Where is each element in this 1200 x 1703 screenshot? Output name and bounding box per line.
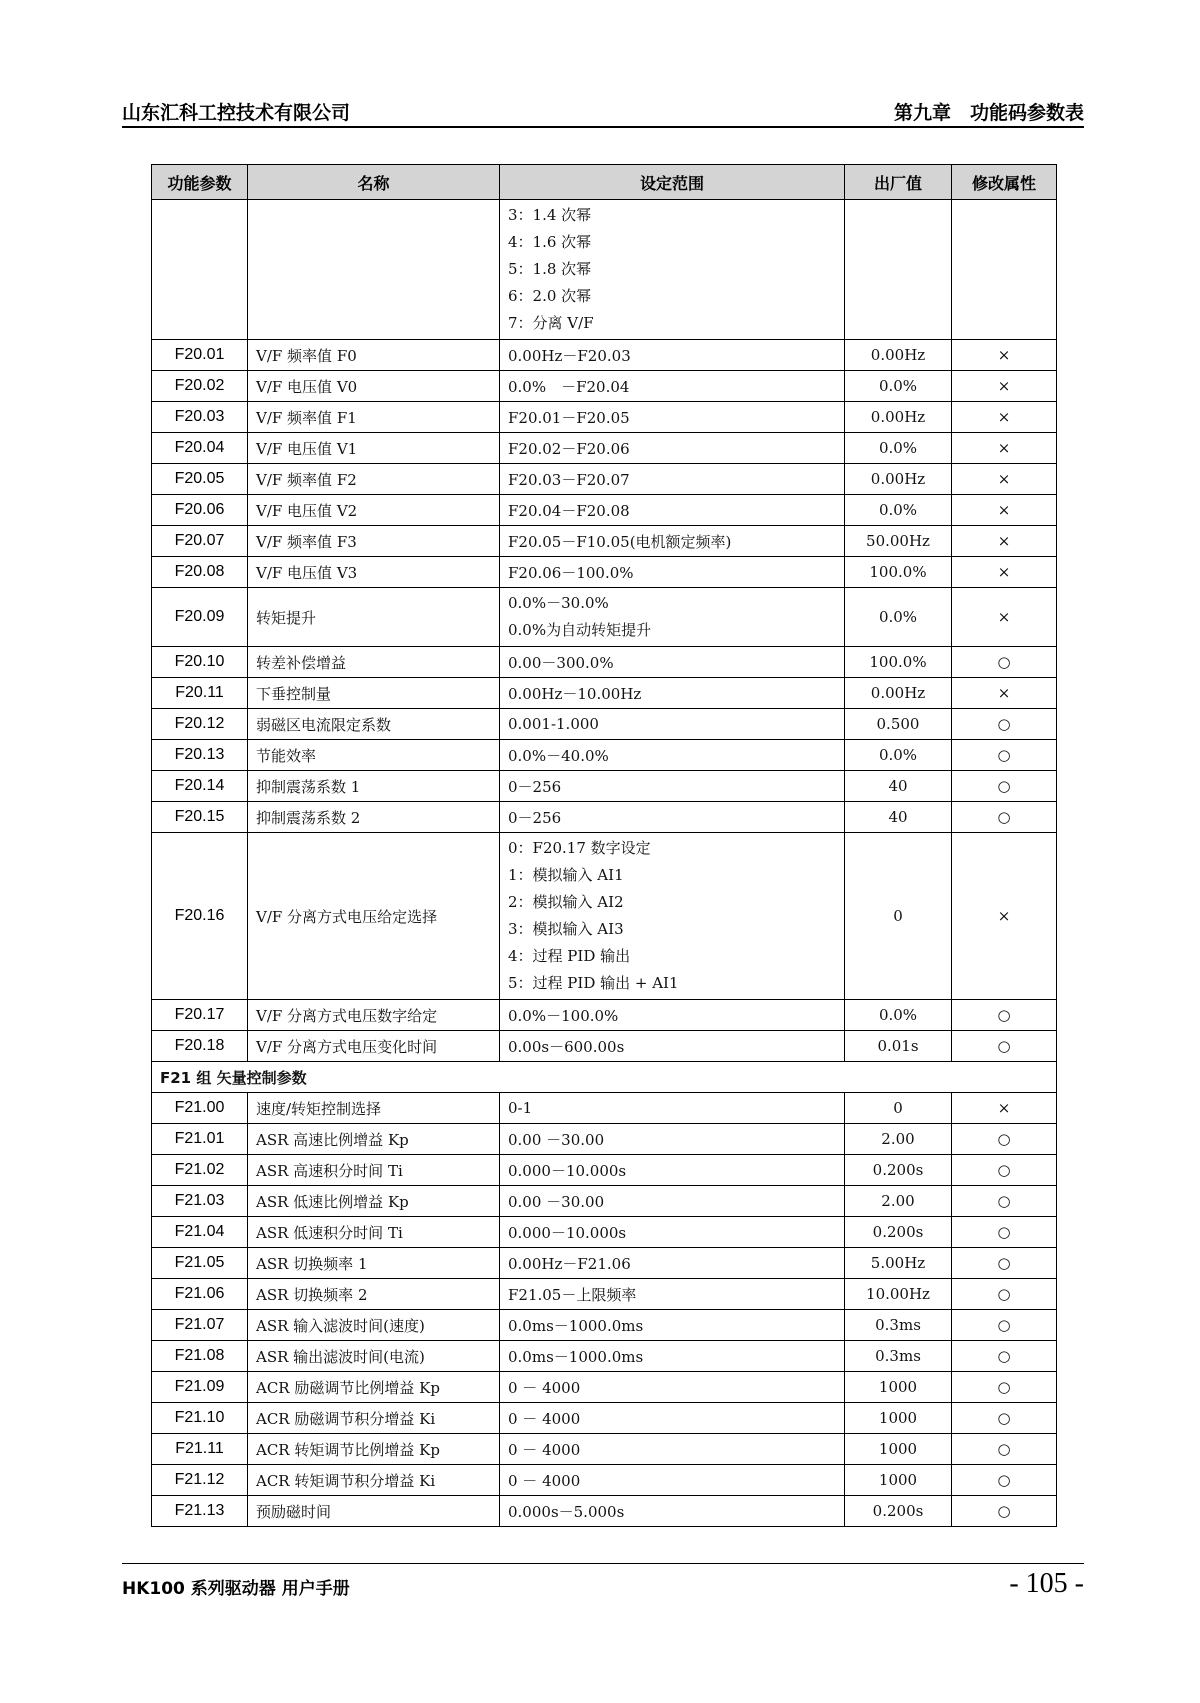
default-cell: 100.0% bbox=[845, 557, 952, 588]
code-cell: F21.11 bbox=[152, 1434, 248, 1465]
attribute-cell: × bbox=[952, 371, 1057, 402]
name-cell: ACR 转矩调节积分增益 Ki bbox=[248, 1465, 500, 1496]
header-name: 名称 bbox=[248, 165, 500, 200]
default-cell: 1000 bbox=[845, 1465, 952, 1496]
range-cell: F21.05－上限频率 bbox=[500, 1279, 845, 1310]
table-row bbox=[152, 1434, 1057, 1465]
attribute-cell: × bbox=[952, 340, 1057, 371]
default-cell: 0.200s bbox=[845, 1217, 952, 1248]
range-cell: 0.000－10.000s bbox=[500, 1155, 845, 1186]
attribute-cell: × bbox=[952, 402, 1057, 433]
name-cell: V/F 分离方式电压给定选择 bbox=[248, 833, 500, 1000]
range-cell: 0 － 4000 bbox=[500, 1372, 845, 1403]
table-row bbox=[152, 588, 1057, 647]
name-cell: ASR 切换频率 1 bbox=[248, 1248, 500, 1279]
code-cell: F20.10 bbox=[152, 647, 248, 678]
attribute-cell: ○ bbox=[952, 740, 1057, 771]
chapter-title: 第九章 功能码参数表 bbox=[893, 102, 1084, 124]
page-header bbox=[122, 92, 1084, 128]
name-cell bbox=[248, 200, 500, 340]
range-cell: F20.02－F20.06 bbox=[500, 433, 845, 464]
default-cell: 0.500 bbox=[845, 709, 952, 740]
attribute-cell: ○ bbox=[952, 1341, 1057, 1372]
default-cell: 2.00 bbox=[845, 1186, 952, 1217]
code-cell: F20.11 bbox=[152, 678, 248, 709]
attribute-cell: ○ bbox=[952, 802, 1057, 833]
company-name: 山东汇科工控技术有限公司 bbox=[122, 102, 351, 124]
code-cell: F20.18 bbox=[152, 1031, 248, 1062]
header-default: 出厂值 bbox=[845, 165, 952, 200]
code-cell: F21.12 bbox=[152, 1465, 248, 1496]
name-cell: 弱磁区电流限定系数 bbox=[248, 709, 500, 740]
range-cell: 0.0% －F20.04 bbox=[500, 371, 845, 402]
table-row bbox=[152, 771, 1057, 802]
table-body bbox=[152, 200, 1057, 1527]
range-cell: 0.00 －30.00 bbox=[500, 1124, 845, 1155]
range-cell: 0.00Hz－F20.03 bbox=[500, 340, 845, 371]
attribute-cell: × bbox=[952, 678, 1057, 709]
attribute-cell: ○ bbox=[952, 1310, 1057, 1341]
table-row bbox=[152, 402, 1057, 433]
table-row bbox=[152, 1496, 1057, 1527]
code-cell: F21.06 bbox=[152, 1279, 248, 1310]
name-cell: 抑制震荡系数 1 bbox=[248, 771, 500, 802]
attribute-cell: × bbox=[952, 464, 1057, 495]
name-cell: V/F 频率值 F2 bbox=[248, 464, 500, 495]
code-cell: F20.08 bbox=[152, 557, 248, 588]
range-cell: 0 － 4000 bbox=[500, 1403, 845, 1434]
range-cell: 0.00s－600.00s bbox=[500, 1031, 845, 1062]
name-cell: ASR 低速比例增益 Kp bbox=[248, 1186, 500, 1217]
default-cell: 0.200s bbox=[845, 1496, 952, 1527]
attribute-cell: ○ bbox=[952, 1217, 1057, 1248]
code-cell: F20.12 bbox=[152, 709, 248, 740]
code-cell: F20.02 bbox=[152, 371, 248, 402]
range-line: 4：过程 PID 输出 bbox=[508, 947, 631, 965]
code-cell: F21.02 bbox=[152, 1155, 248, 1186]
default-cell: 0.0% bbox=[845, 495, 952, 526]
range-cell: 0－256 bbox=[500, 771, 845, 802]
page-footer bbox=[122, 1563, 1084, 1604]
continuation-row bbox=[152, 200, 1057, 340]
range-cell: 0.0%－100.0% bbox=[500, 1000, 845, 1031]
table-row bbox=[152, 464, 1057, 495]
default-cell: 0 bbox=[845, 1093, 952, 1124]
code-cell: F21.07 bbox=[152, 1310, 248, 1341]
attribute-cell: ○ bbox=[952, 709, 1057, 740]
table-row bbox=[152, 371, 1057, 402]
range-cell: F20.03－F20.07 bbox=[500, 464, 845, 495]
code-cell: F20.03 bbox=[152, 402, 248, 433]
range-line: 5：过程 PID 输出 + AI1 bbox=[508, 974, 679, 992]
range-cell bbox=[500, 200, 845, 340]
attribute-cell: ○ bbox=[952, 1155, 1057, 1186]
range-line: 5：1.8 次幂 bbox=[508, 260, 592, 278]
attribute-cell: × bbox=[952, 588, 1057, 647]
table-row bbox=[152, 1217, 1057, 1248]
default-cell: 0.00Hz bbox=[845, 464, 952, 495]
range-cell: 0 － 4000 bbox=[500, 1465, 845, 1496]
default-cell: 100.0% bbox=[845, 647, 952, 678]
table-row bbox=[152, 1279, 1057, 1310]
table-row bbox=[152, 1124, 1057, 1155]
name-cell: ASR 切换频率 2 bbox=[248, 1279, 500, 1310]
attribute-cell: ○ bbox=[952, 1279, 1057, 1310]
range-line: 1：模拟输入 AI1 bbox=[508, 866, 624, 884]
table-row bbox=[152, 1093, 1057, 1124]
range-cell: 0-1 bbox=[500, 1093, 845, 1124]
range-cell: 0.0%－40.0% bbox=[500, 740, 845, 771]
table-row bbox=[152, 495, 1057, 526]
range-cell: 0.00 －30.00 bbox=[500, 1186, 845, 1217]
range-cell: 0.0ms－1000.0ms bbox=[500, 1310, 845, 1341]
default-cell: 0.00Hz bbox=[845, 340, 952, 371]
manual-title: HK100 系列驱动器 用户手册 bbox=[122, 1579, 350, 1599]
table-row bbox=[152, 1186, 1057, 1217]
table-row bbox=[152, 647, 1057, 678]
name-cell: 节能效率 bbox=[248, 740, 500, 771]
attribute-cell: ○ bbox=[952, 1434, 1057, 1465]
range-cell: 0.00Hz－F21.06 bbox=[500, 1248, 845, 1279]
attribute-cell: ○ bbox=[952, 1124, 1057, 1155]
default-cell: 5.00Hz bbox=[845, 1248, 952, 1279]
group-title: F21 组 矢量控制参数 bbox=[152, 1062, 1057, 1093]
name-cell: V/F 频率值 F3 bbox=[248, 526, 500, 557]
default-cell: 0.0% bbox=[845, 371, 952, 402]
name-cell: ASR 输入滤波时间(速度) bbox=[248, 1310, 500, 1341]
code-cell: F20.14 bbox=[152, 771, 248, 802]
default-cell: 0.0% bbox=[845, 433, 952, 464]
range-line: 7：分离 V/F bbox=[508, 314, 594, 332]
range-cell: 0.001-1.000 bbox=[500, 709, 845, 740]
range-line: 4：1.6 次幂 bbox=[508, 233, 592, 251]
table-row bbox=[152, 557, 1057, 588]
default-cell: 0.3ms bbox=[845, 1341, 952, 1372]
default-cell: 0.0% bbox=[845, 1000, 952, 1031]
code-cell: F20.07 bbox=[152, 526, 248, 557]
header-code: 功能参数 bbox=[152, 165, 248, 200]
name-cell: ASR 高速比例增益 Kp bbox=[248, 1124, 500, 1155]
page-number: - 105 - bbox=[1009, 1568, 1084, 1599]
table-row bbox=[152, 1310, 1057, 1341]
attribute-cell: × bbox=[952, 495, 1057, 526]
attribute-cell: × bbox=[952, 1093, 1057, 1124]
table-row bbox=[152, 1465, 1057, 1496]
name-cell: V/F 分离方式电压变化时间 bbox=[248, 1031, 500, 1062]
name-cell: ASR 高速积分时间 Ti bbox=[248, 1155, 500, 1186]
code-cell: F21.03 bbox=[152, 1186, 248, 1217]
range-line: 3：模拟输入 AI3 bbox=[508, 920, 624, 938]
attribute-cell: ○ bbox=[952, 1496, 1057, 1527]
attribute-cell: ○ bbox=[952, 1403, 1057, 1434]
default-cell bbox=[845, 200, 952, 340]
group-row bbox=[152, 1062, 1057, 1093]
range-cell: 0.00－300.0% bbox=[500, 647, 845, 678]
name-cell: V/F 电压值 V2 bbox=[248, 495, 500, 526]
range-cell: 0 － 4000 bbox=[500, 1434, 845, 1465]
attribute-cell: × bbox=[952, 557, 1057, 588]
attribute-cell: ○ bbox=[952, 1031, 1057, 1062]
name-cell: V/F 电压值 V3 bbox=[248, 557, 500, 588]
range-line: 0.0%－30.0% bbox=[508, 594, 609, 612]
range-cell bbox=[500, 588, 845, 647]
default-cell: 0.00Hz bbox=[845, 402, 952, 433]
attribute-cell: ○ bbox=[952, 1000, 1057, 1031]
name-cell: ASR 输出滤波时间(电流) bbox=[248, 1341, 500, 1372]
code-cell: F20.15 bbox=[152, 802, 248, 833]
range-cell: F20.05－F10.05(电机额定频率) bbox=[500, 526, 845, 557]
code-cell: F20.09 bbox=[152, 588, 248, 647]
name-cell: 转差补偿增益 bbox=[248, 647, 500, 678]
name-cell: ACR 转矩调节比例增益 Kp bbox=[248, 1434, 500, 1465]
range-line: 3：1.4 次幂 bbox=[508, 206, 592, 224]
attribute-cell bbox=[952, 200, 1057, 340]
default-cell: 50.00Hz bbox=[845, 526, 952, 557]
default-cell: 0.3ms bbox=[845, 1310, 952, 1341]
code-cell: F21.13 bbox=[152, 1496, 248, 1527]
attribute-cell: × bbox=[952, 433, 1057, 464]
code-cell: F21.01 bbox=[152, 1124, 248, 1155]
default-cell: 0 bbox=[845, 833, 952, 1000]
attribute-cell: ○ bbox=[952, 1186, 1057, 1217]
name-cell: V/F 电压值 V1 bbox=[248, 433, 500, 464]
range-cell: 0－256 bbox=[500, 802, 845, 833]
name-cell: 抑制震荡系数 2 bbox=[248, 802, 500, 833]
table-row bbox=[152, 433, 1057, 464]
name-cell: V/F 电压值 V0 bbox=[248, 371, 500, 402]
name-cell: ASR 低速积分时间 Ti bbox=[248, 1217, 500, 1248]
default-cell: 40 bbox=[845, 802, 952, 833]
code-cell: F21.09 bbox=[152, 1372, 248, 1403]
range-cell: 0.000s－5.000s bbox=[500, 1496, 845, 1527]
default-cell: 1000 bbox=[845, 1372, 952, 1403]
name-cell: 速度/转矩控制选择 bbox=[248, 1093, 500, 1124]
code-cell: F20.13 bbox=[152, 740, 248, 771]
table-row bbox=[152, 1155, 1057, 1186]
range-cell: F20.01－F20.05 bbox=[500, 402, 845, 433]
header-attribute: 修改属性 bbox=[952, 165, 1057, 200]
name-cell: V/F 频率值 F1 bbox=[248, 402, 500, 433]
name-cell: V/F 分离方式电压数字给定 bbox=[248, 1000, 500, 1031]
range-cell: 0.00Hz－10.00Hz bbox=[500, 678, 845, 709]
name-cell: 预励磁时间 bbox=[248, 1496, 500, 1527]
table-row bbox=[152, 678, 1057, 709]
range-line: 0.0%为自动转矩提升 bbox=[508, 621, 652, 639]
table-row bbox=[152, 1031, 1057, 1062]
code-cell: F21.00 bbox=[152, 1093, 248, 1124]
code-cell: F20.01 bbox=[152, 340, 248, 371]
default-cell: 1000 bbox=[845, 1403, 952, 1434]
code-cell: F20.04 bbox=[152, 433, 248, 464]
default-cell: 10.00Hz bbox=[845, 1279, 952, 1310]
default-cell: 0.01s bbox=[845, 1031, 952, 1062]
code-cell: F20.16 bbox=[152, 833, 248, 1000]
code-cell: F21.04 bbox=[152, 1217, 248, 1248]
table-row bbox=[152, 1000, 1057, 1031]
parameter-table bbox=[151, 164, 1057, 1527]
code-cell bbox=[152, 200, 248, 340]
table-row bbox=[152, 740, 1057, 771]
code-cell: F21.10 bbox=[152, 1403, 248, 1434]
default-cell: 1000 bbox=[845, 1434, 952, 1465]
table-row bbox=[152, 709, 1057, 740]
range-line: 2：模拟输入 AI2 bbox=[508, 893, 624, 911]
attribute-cell: ○ bbox=[952, 1465, 1057, 1496]
name-cell: ACR 励磁调节积分增益 Ki bbox=[248, 1403, 500, 1434]
default-cell: 0.0% bbox=[845, 588, 952, 647]
name-cell: V/F 频率值 F0 bbox=[248, 340, 500, 371]
code-cell: F21.08 bbox=[152, 1341, 248, 1372]
header-range: 设定范围 bbox=[500, 165, 845, 200]
range-cell bbox=[500, 833, 845, 1000]
table-row bbox=[152, 1372, 1057, 1403]
attribute-cell: ○ bbox=[952, 1248, 1057, 1279]
attribute-cell: ○ bbox=[952, 771, 1057, 802]
table-row bbox=[152, 802, 1057, 833]
range-cell: 0.0ms－1000.0ms bbox=[500, 1341, 845, 1372]
default-cell: 0.200s bbox=[845, 1155, 952, 1186]
default-cell: 0.00Hz bbox=[845, 678, 952, 709]
table-row bbox=[152, 1403, 1057, 1434]
range-line: 6：2.0 次幂 bbox=[508, 287, 592, 305]
name-cell: 转矩提升 bbox=[248, 588, 500, 647]
code-cell: F21.05 bbox=[152, 1248, 248, 1279]
table-row bbox=[152, 833, 1057, 1000]
range-cell: 0.000－10.000s bbox=[500, 1217, 845, 1248]
default-cell: 40 bbox=[845, 771, 952, 802]
range-cell: F20.06－100.0% bbox=[500, 557, 845, 588]
range-line: 0：F20.17 数字设定 bbox=[508, 839, 651, 857]
attribute-cell: × bbox=[952, 526, 1057, 557]
name-cell: ACR 励磁调节比例增益 Kp bbox=[248, 1372, 500, 1403]
table-row bbox=[152, 1341, 1057, 1372]
name-cell: 下垂控制量 bbox=[248, 678, 500, 709]
attribute-cell: × bbox=[952, 833, 1057, 1000]
table-row bbox=[152, 526, 1057, 557]
code-cell: F20.17 bbox=[152, 1000, 248, 1031]
attribute-cell: ○ bbox=[952, 1372, 1057, 1403]
range-cell: F20.04－F20.08 bbox=[500, 495, 845, 526]
table-header-row bbox=[152, 165, 1057, 200]
table-row bbox=[152, 340, 1057, 371]
code-cell: F20.05 bbox=[152, 464, 248, 495]
default-cell: 2.00 bbox=[845, 1124, 952, 1155]
code-cell: F20.06 bbox=[152, 495, 248, 526]
table-row bbox=[152, 1248, 1057, 1279]
default-cell: 0.0% bbox=[845, 740, 952, 771]
attribute-cell: ○ bbox=[952, 647, 1057, 678]
